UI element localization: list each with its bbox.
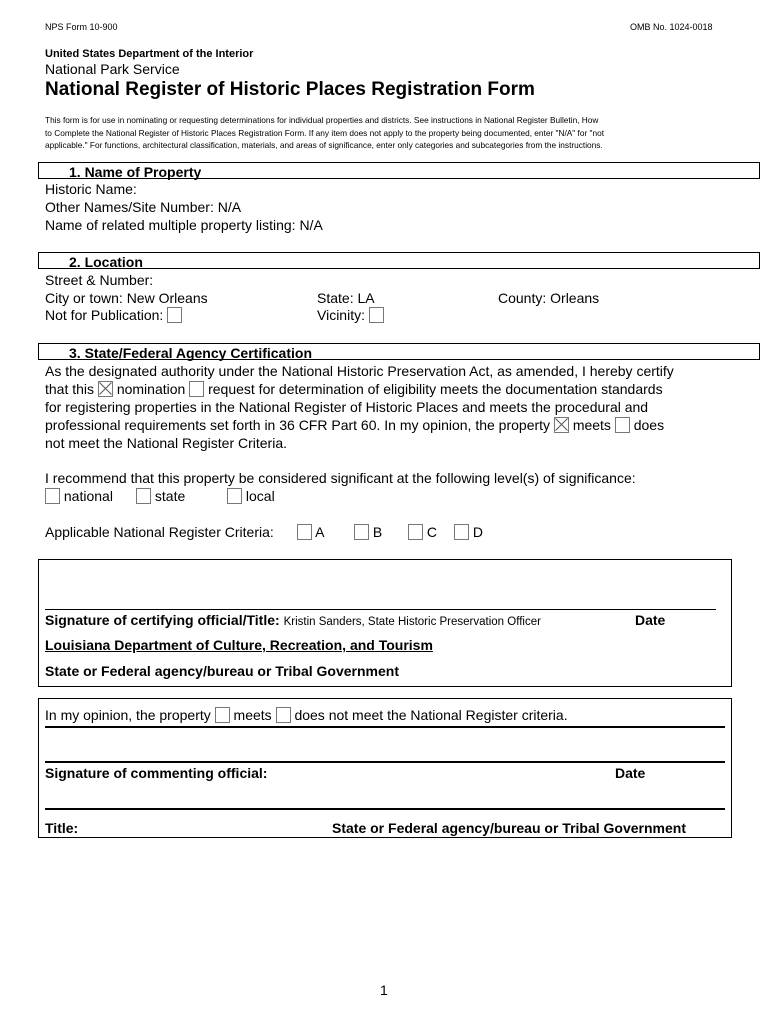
- certification-text-part: that this: [45, 381, 95, 397]
- commenting-agency-label: State or Federal agency/bureau or Tribal Government: [332, 820, 686, 836]
- does-not-meet-label: does: [633, 417, 665, 433]
- section-1-heading: 1. Name of Property: [69, 164, 202, 180]
- certification-line: not meet the National Register Criteria.: [45, 435, 287, 451]
- vicinity-label: Vicinity:: [317, 307, 365, 323]
- criteria-c: [408, 524, 437, 540]
- does-not-meet-checkbox[interactable]: [615, 417, 630, 433]
- state: State: LA: [317, 290, 375, 306]
- section-3-heading: 3. State/Federal Agency Certification: [69, 345, 312, 361]
- criteria-a: [297, 524, 324, 540]
- level-local: [227, 488, 275, 504]
- city-town: City or town: New Orleans: [45, 290, 208, 306]
- certification-text-part: professional requirements set forth in 36 CFR Part 60. In my opinion, the property: [45, 417, 551, 433]
- criteria-a-label: A: [315, 524, 325, 540]
- opinion-text-part: In my opinion, the property: [45, 707, 211, 723]
- certification-text-part: request for determination of eligibility meets the documentation standards: [208, 381, 663, 397]
- commenting-title-label: Title:: [45, 820, 79, 836]
- criteria-c-checkbox[interactable]: [408, 524, 423, 540]
- criteria-b: [354, 524, 382, 540]
- criteria-d-checkbox[interactable]: [454, 524, 469, 540]
- instructions-line: applicable." For functions, architectural classification, materials, and areas of significance, enter only categories and subcategories from the instructions.: [45, 140, 603, 150]
- section-2-heading: 2. Location: [69, 254, 143, 270]
- commenting-date-label: Date: [615, 765, 646, 781]
- certifying-signature-label: Signature of certifying official/Title:: [45, 612, 280, 628]
- recommend-text: I recommend that this property be considered significant at the following level(s) of significance:: [45, 470, 636, 486]
- criteria-d: [454, 524, 483, 540]
- national-checkbox[interactable]: [45, 488, 60, 504]
- signature-line[interactable]: [45, 609, 716, 610]
- local-checkbox[interactable]: [227, 488, 242, 504]
- omb-number: OMB No. 1024-0018: [630, 22, 713, 32]
- instructions-line: This form is for use in nominating or requesting determinations for individual properties and districts. See instructions in National Register Bulletin, How: [45, 115, 599, 125]
- nomination-label: nomination: [116, 381, 186, 397]
- section-2-header: [38, 252, 760, 269]
- agency-name: Louisiana Department of Culture, Recreation, and Tourism: [45, 637, 433, 653]
- commenting-signature-label: Signature of commenting official:: [45, 765, 268, 781]
- opinion-does-not-meet-label: does not meet the National Register criteria.: [294, 707, 568, 723]
- certification-line: [45, 380, 735, 398]
- related-listing: Name of related multiple property listing: N/A: [45, 217, 323, 233]
- opinion-meets-checkbox[interactable]: [215, 707, 230, 723]
- criteria-b-label: B: [372, 524, 383, 540]
- instructions: [45, 114, 604, 152]
- other-names: Other Names/Site Number: N/A: [45, 199, 242, 215]
- certifying-official-name: Kristin Sanders, State Historic Preservation Officer: [283, 616, 541, 628]
- page-title: National Register of Historic Places Registration Form: [45, 79, 535, 100]
- title-line[interactable]: [45, 808, 725, 810]
- form-number: NPS Form 10-900: [45, 22, 118, 32]
- meets-label: meets: [572, 417, 611, 433]
- opinion-meets-label: meets: [233, 707, 272, 723]
- determination-request-checkbox[interactable]: [189, 381, 204, 397]
- state-checkbox[interactable]: [136, 488, 151, 504]
- level-national: [45, 488, 113, 504]
- opinion-does-not-meet-checkbox[interactable]: [276, 707, 291, 723]
- section-1-header: [38, 162, 760, 179]
- criteria-d-label: D: [472, 524, 484, 540]
- divider: [45, 726, 725, 728]
- vicinity: [317, 307, 384, 323]
- criteria-b-checkbox[interactable]: [354, 524, 369, 540]
- instructions-line: to Complete the National Register of Historic Places Registration Form. If any item does not apply to the property being documented, enter "N/A" for "not: [45, 127, 605, 138]
- county: County: Orleans: [498, 290, 600, 306]
- level-state: [136, 488, 185, 504]
- commenting-signature-line[interactable]: [45, 761, 725, 763]
- criteria-c-label: C: [426, 524, 438, 540]
- department: United States Department of the Interior: [45, 48, 254, 60]
- not-for-publication-label: Not for Publication:: [45, 307, 164, 323]
- certification-line: [45, 416, 735, 434]
- local-label: local: [245, 488, 275, 504]
- certification-line: As the designated authority under the National Historic Preservation Act, as amended, I hereby certify: [45, 363, 674, 379]
- page-number: 1: [380, 982, 388, 998]
- service: National Park Service: [45, 61, 180, 77]
- certification-text: [45, 362, 735, 452]
- agency-label: State or Federal agency/bureau or Tribal Government: [45, 663, 399, 679]
- criteria-a-checkbox[interactable]: [297, 524, 312, 540]
- meets-checkbox[interactable]: [554, 417, 569, 433]
- certification-line: for registering properties in the National Register of Historic Places and meets the procedural and: [45, 399, 649, 415]
- street-number: Street & Number:: [45, 272, 154, 288]
- vicinity-checkbox[interactable]: [369, 307, 384, 323]
- opinion-text: [45, 707, 568, 723]
- nomination-checkbox[interactable]: [98, 381, 113, 397]
- not-for-publication: [45, 307, 182, 323]
- certifying-signature-row: [45, 612, 541, 628]
- historic-name: Historic Name:: [45, 181, 137, 197]
- state-label: state: [154, 488, 186, 504]
- criteria-label: Applicable National Register Criteria:: [45, 524, 274, 540]
- section-3-header: [38, 343, 760, 360]
- certifying-date-label: Date: [635, 612, 666, 628]
- national-label: national: [63, 488, 113, 504]
- not-for-publication-checkbox[interactable]: [167, 307, 182, 323]
